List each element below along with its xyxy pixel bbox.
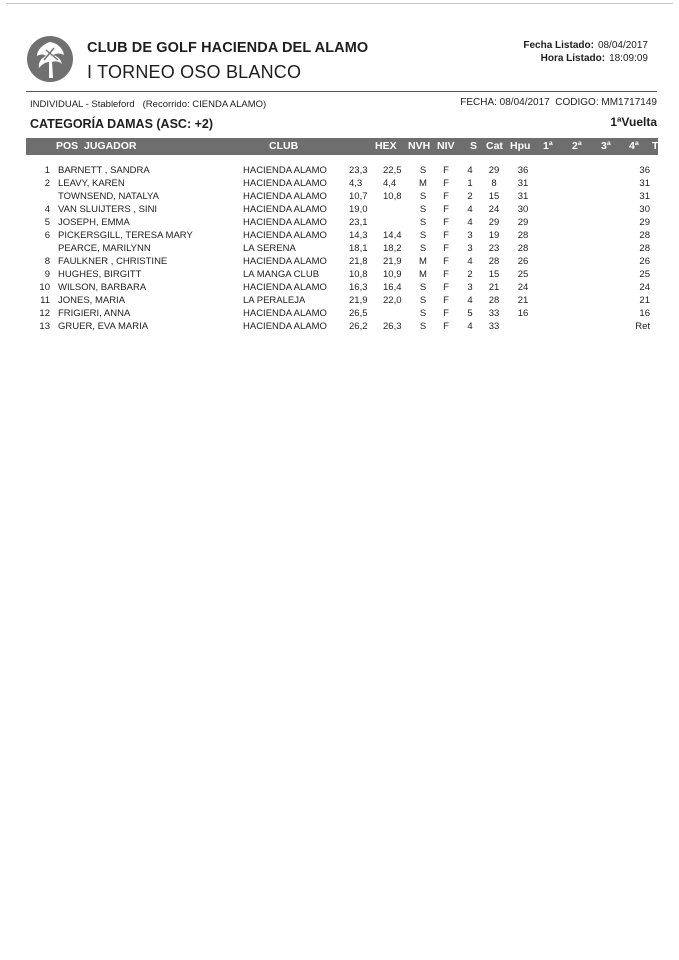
row-sex: F <box>443 269 449 280</box>
row-nvh: 22,0 <box>383 295 402 306</box>
hora-listado-label: Hora Listado: <box>540 53 606 64</box>
row-cat: 3 <box>467 230 473 241</box>
col-pos: POS <box>56 140 79 152</box>
row-club: HACIENDA ALAMO <box>243 204 327 215</box>
row-round-1: 16 <box>517 308 529 319</box>
row-hpu: 21 <box>488 282 500 293</box>
row-nvh: 26,3 <box>383 321 402 332</box>
row-niv: M <box>419 256 427 267</box>
row-sex: F <box>443 308 449 319</box>
row-player-name: PEARCE, MARILYNN <box>58 243 151 254</box>
row-cat: 4 <box>467 295 473 306</box>
row-round-1: 31 <box>517 191 529 202</box>
col-hex: HEX <box>375 140 397 152</box>
row-cat: 2 <box>467 269 473 280</box>
col-s: S <box>470 140 478 152</box>
row-hex: 16,3 <box>349 282 368 293</box>
table-row <box>0 164 679 177</box>
row-nvh: 4,4 <box>383 178 397 189</box>
row-sex: F <box>443 178 449 189</box>
row-cat: 4 <box>467 217 473 228</box>
competition-mode <box>30 99 266 110</box>
row-total: 26 <box>639 256 650 267</box>
mode-text: INDIVIDUAL - Stableford <box>30 99 135 110</box>
listing-meta <box>523 39 648 65</box>
row-hex: 10,7 <box>349 191 368 202</box>
row-club: HACIENDA ALAMO <box>243 230 327 241</box>
row-hex: 4,3 <box>349 178 363 189</box>
row-sex: F <box>443 230 449 241</box>
row-player-name: JONES, MARIA <box>58 295 126 306</box>
row-hpu: 28 <box>488 295 500 306</box>
table-row <box>0 229 679 242</box>
col-cat: Cat <box>486 140 503 152</box>
row-hex: 18,1 <box>349 243 368 254</box>
row-pos: 11 <box>40 295 50 306</box>
round-label: 1ªVuelta <box>610 115 657 129</box>
row-niv: S <box>419 282 427 293</box>
row-hpu: 15 <box>488 191 500 202</box>
row-hpu: 24 <box>488 204 500 215</box>
fecha-listado-value: 08/04/2017 <box>597 40 648 51</box>
row-sex: F <box>443 321 449 332</box>
row-total: 28 <box>639 230 650 241</box>
row-total: 25 <box>639 269 650 280</box>
fecha-listado-line <box>523 39 648 52</box>
row-total: Ret <box>635 321 650 332</box>
row-hpu: 33 <box>488 321 500 332</box>
row-player-name: HUGHES, BIRGITT <box>58 269 142 280</box>
table-row <box>0 216 679 229</box>
table-header <box>26 138 673 155</box>
table-row <box>0 320 679 333</box>
row-cat: 4 <box>467 321 473 332</box>
row-cat: 3 <box>467 282 473 293</box>
row-niv: S <box>419 217 427 228</box>
row-sex: F <box>443 282 449 293</box>
row-sex: F <box>443 165 449 176</box>
row-sex: F <box>443 256 449 267</box>
col-nvh: NVH <box>408 140 431 152</box>
row-player-name: TOWNSEND, NATALYA <box>58 191 159 202</box>
row-round-1: 29 <box>517 217 529 228</box>
row-cat: 3 <box>467 243 473 254</box>
row-sex: F <box>443 243 449 254</box>
row-pos: 6 <box>44 230 50 241</box>
row-player-name: BARNETT , SANDRA <box>58 165 150 176</box>
results-table-body <box>0 164 679 333</box>
row-total: 24 <box>639 282 650 293</box>
row-hex: 26,5 <box>349 308 368 319</box>
row-round-1: 31 <box>517 178 529 189</box>
table-row <box>0 203 679 216</box>
row-pos: 13 <box>39 321 50 332</box>
row-hpu: 8 <box>491 178 497 189</box>
row-round-1: 26 <box>517 256 529 267</box>
row-hpu: 19 <box>488 230 500 241</box>
competition-codes <box>460 97 657 108</box>
col-round-2: 2ª <box>572 140 582 152</box>
club-logo-icon <box>26 34 74 84</box>
row-hpu: 29 <box>488 165 500 176</box>
col-round-3: 3ª <box>601 140 611 152</box>
row-pos: 1 <box>44 165 50 176</box>
row-total: 21 <box>639 295 650 306</box>
table-row <box>0 177 679 190</box>
row-club: HACIENDA ALAMO <box>243 256 327 267</box>
row-pos: 12 <box>39 308 50 319</box>
row-nvh: 16,4 <box>383 282 402 293</box>
row-club: LA MANGA CLUB <box>243 269 320 280</box>
row-hex: 21,8 <box>349 256 368 267</box>
row-total: 16 <box>639 308 650 319</box>
row-club: HACIENDA ALAMO <box>243 191 327 202</box>
row-total: 31 <box>639 178 650 189</box>
table-row <box>0 294 679 307</box>
row-hex: 23,3 <box>349 165 368 176</box>
col-jugador: JUGADOR <box>84 140 137 152</box>
row-total: 29 <box>639 217 650 228</box>
tournament-title: I TORNEO OSO BLANCO <box>87 62 302 82</box>
row-niv: S <box>419 308 427 319</box>
row-round-1: 28 <box>517 230 529 241</box>
row-round-1: 28 <box>517 243 529 254</box>
row-nvh: 18,2 <box>383 243 402 254</box>
table-row <box>0 281 679 294</box>
category-title: CATEGORÍA DAMAS (ASC: +2) <box>30 117 213 131</box>
row-cat: 1 <box>467 178 473 189</box>
hora-listado-value: 18:09:09 <box>609 53 648 64</box>
fecha-text: FECHA: 08/04/2017 <box>460 97 550 108</box>
row-round-1: 21 <box>517 295 529 306</box>
row-player-name: WILSON, BARBARA <box>58 282 147 293</box>
row-sex: F <box>443 191 449 202</box>
row-round-1: 25 <box>517 269 529 280</box>
row-total: 36 <box>639 165 650 176</box>
row-player-name: LEAVY, KAREN <box>58 178 125 189</box>
row-club: HACIENDA ALAMO <box>243 282 327 293</box>
row-niv: S <box>419 321 427 332</box>
row-cat: 5 <box>467 308 473 319</box>
row-club: HACIENDA ALAMO <box>243 165 327 176</box>
row-hex: 21,9 <box>349 295 368 306</box>
row-cat: 4 <box>467 204 473 215</box>
row-hpu: 23 <box>488 243 500 254</box>
row-pos: 2 <box>44 178 50 189</box>
recorrido-text: (Recorrido: CIENDA ALAMO) <box>142 99 267 110</box>
row-player-name: VAN SLUIJTERS , SINI <box>58 204 158 215</box>
col-club: CLUB <box>269 140 299 152</box>
row-pos: 9 <box>44 269 50 280</box>
row-cat: 2 <box>467 191 473 202</box>
col-tot: TOT <box>652 140 673 152</box>
col-niv: NIV <box>437 140 455 152</box>
row-club: HACIENDA ALAMO <box>243 217 327 228</box>
row-player-name: FRIGIERI, ANNA <box>58 308 131 319</box>
row-hex: 14,3 <box>349 230 368 241</box>
row-nvh: 10,8 <box>383 191 402 202</box>
row-hpu: 33 <box>488 308 500 319</box>
table-row <box>0 268 679 281</box>
row-hex: 23,1 <box>349 217 368 228</box>
row-nvh: 21,9 <box>383 256 402 267</box>
row-sex: F <box>443 217 449 228</box>
row-total: 28 <box>639 243 650 254</box>
row-player-name: GRUER, EVA MARIA <box>58 321 149 332</box>
row-nvh: 22,5 <box>383 165 402 176</box>
fecha-listado-label: Fecha Listado: <box>523 40 594 51</box>
col-round-1: 1ª <box>543 140 553 152</box>
row-hex: 26,2 <box>349 321 368 332</box>
row-cat: 4 <box>467 256 473 267</box>
row-nvh: 10,9 <box>383 269 402 280</box>
club-name: CLUB DE GOLF HACIENDA DEL ALAMO <box>87 40 369 56</box>
row-club: LA SERENA <box>243 243 296 254</box>
row-round-1: 30 <box>517 204 529 215</box>
row-hex: 19,0 <box>349 204 368 215</box>
row-pos: 10 <box>39 282 50 293</box>
table-row <box>0 242 679 255</box>
row-hpu: 15 <box>488 269 500 280</box>
header-divider <box>26 91 657 92</box>
row-niv: S <box>419 243 427 254</box>
row-hpu: 29 <box>488 217 500 228</box>
row-hex: 10,8 <box>349 269 368 280</box>
row-sex: F <box>443 295 449 306</box>
row-niv: M <box>419 269 427 280</box>
row-niv: S <box>419 295 427 306</box>
row-sex: F <box>443 204 449 215</box>
row-player-name: PICKERSGILL, TERESA MARY <box>58 230 193 241</box>
row-niv: S <box>419 165 427 176</box>
row-niv: M <box>419 178 427 189</box>
row-club: HACIENDA ALAMO <box>243 308 327 319</box>
row-player-name: JOSEPH, EMMA <box>58 217 130 228</box>
row-pos: 5 <box>44 217 50 228</box>
row-niv: S <box>419 230 427 241</box>
codigo-text: CODIGO: MM1717149 <box>555 97 657 108</box>
row-club: LA PERALEJA <box>243 295 306 306</box>
hora-listado-line <box>523 52 648 65</box>
row-total: 31 <box>639 191 650 202</box>
row-total: 30 <box>639 204 650 215</box>
row-niv: S <box>419 204 427 215</box>
table-row <box>0 190 679 203</box>
col-round-4: 4ª <box>629 140 639 152</box>
row-player-name: FAULKNER , CHRISTINE <box>58 256 168 267</box>
row-cat: 4 <box>467 165 473 176</box>
row-round-1: 24 <box>517 282 529 293</box>
top-edge-line <box>6 3 673 4</box>
row-pos: 4 <box>44 204 50 215</box>
row-club: HACIENDA ALAMO <box>243 321 327 332</box>
row-niv: S <box>419 191 427 202</box>
table-row <box>0 307 679 320</box>
row-pos: 8 <box>44 256 50 267</box>
row-round-1: 36 <box>517 165 529 176</box>
row-club: HACIENDA ALAMO <box>243 178 327 189</box>
col-hpu: Hpu <box>510 140 531 152</box>
row-hpu: 28 <box>488 256 500 267</box>
table-row <box>0 255 679 268</box>
row-nvh: 14,4 <box>383 230 402 241</box>
